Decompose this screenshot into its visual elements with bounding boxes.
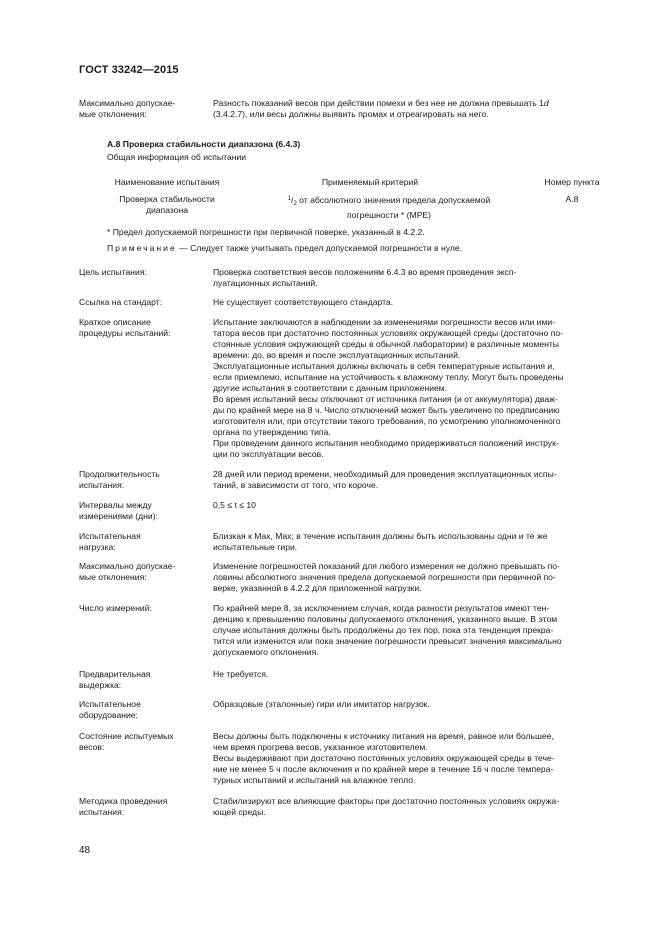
entry-label: Интервалы между измерениями (дни): bbox=[79, 500, 158, 521]
entry-label: Продолжительность испытания: bbox=[79, 469, 160, 490]
entry-label: Предварительная выдержка: bbox=[79, 669, 151, 690]
entry-text: Изменение погрешностей показаний для любого измерения не должно превышать по- ловины абсолютного значения предела допускаемой погрешности при первичной по- верке, указанной в 4.2.2 для приложенной нагрузки. bbox=[213, 561, 560, 593]
entry-text: Стабилизируют все влияющие факторы при достаточно постоянных условиях окружа- ющей среды. bbox=[213, 796, 559, 817]
entry-text: Не существует соответствующего стандарта. bbox=[213, 297, 394, 307]
table-header-name: Наименование испытания bbox=[114, 177, 220, 187]
entry-label: Максимально допускае- мые отклонения: bbox=[79, 561, 176, 582]
criterion-text: от абсолютного значения предела допускаемой погрешности * (MPE) bbox=[299, 195, 491, 220]
entry-text: Проверка соответствия весов положениям 6.4.3 во время проведения эксп- луатационных испытаний. bbox=[213, 267, 517, 288]
top-block-text-pre: Разность показаний весов при действии помехи и без нее не должна превышать 1 bbox=[213, 98, 544, 108]
note-text: — Следует также учитывать предел допускаемой погрешности в нуле. bbox=[176, 243, 463, 253]
top-block-var: d bbox=[543, 98, 549, 108]
entry-text: Образцовые (эталонные) гири или имитатор нагрузок. bbox=[213, 699, 430, 709]
entry-label: Состояние испытуемых весов: bbox=[79, 731, 174, 752]
entry-label: Цель испытания: bbox=[79, 267, 147, 277]
entry-text: 0,5 ≤ t ≤ 10 bbox=[213, 500, 256, 510]
table-cell-criterion: $^1/_2$ от абсолютного значения предела допускаемой погрешности * (MPE) bbox=[287, 195, 491, 220]
entry-label: Испытательная нагрузка: bbox=[79, 531, 141, 552]
entry-label: Испытательное оборудование: bbox=[79, 699, 141, 720]
entry-text: По крайней мере 8, за исключением случая, когда разности результатов имеют тен- денцию к превышению половины допускаемого отклонения, указанного выше. В этом случае испытания должны быть продолжены до тех пор, пока эта тенденция прекра- тится или изменится или пока значение погрешности превысит значения максимально допускаемого отклонения. bbox=[213, 603, 562, 657]
entry-label: Краткое описание процедуры испытаний: bbox=[79, 317, 171, 338]
table-cell-clause: А.8 bbox=[565, 194, 579, 204]
section-subtitle: Общая информация об испытании bbox=[107, 152, 247, 162]
fraction-denominator: 2 bbox=[293, 201, 297, 207]
note bbox=[107, 243, 462, 254]
entry-text: Близкая к Max, Max; в течение испытания должны быть использованы одни и те же испытательные гири. bbox=[213, 531, 548, 552]
top-block-text-post: (3.4.2.7), или весы должны выявить промах и отреагировать на него. bbox=[213, 109, 489, 119]
document-code: ГОСТ 33242—2015 bbox=[79, 64, 179, 76]
table-cell-name: Проверка стабильности диапазона bbox=[119, 194, 215, 215]
entry-label: Число измерений: bbox=[79, 603, 152, 613]
footnote: * Предел допускаемой погрешности при первичной поверке, указанный в 4.2.2. bbox=[107, 227, 425, 237]
entry-label: Ссылка на стандарт: bbox=[79, 297, 163, 307]
entry-text: Не требуется. bbox=[213, 669, 269, 679]
table-header-clause: Номер пункта bbox=[544, 177, 600, 187]
section-title: А.8 Проверка стабильности диапазона (6.4.3) bbox=[107, 139, 301, 149]
entry-text: Испытание заключаются в наблюдении за изменениями погрешности весов или ими- татора весов при достаточно постоянных условиях окружающей среды (достаточно по- стоянные условия окружающей среды в обычной лаборатории) в различные моменты времени: до, во время и после эксплуатационных испытаний. Эксплуатационные испытания должны включать в себя температурные испытания и, если приемлемо, испытание на устойчивость к влажному теплу. Могут быть проведены другие испытания в соответствии с данным приложением. Во время испытаний весы отключают от источника питания (и от аккумулятора) дваж- ды по крайней мере на 8 ч. Число отключений может быть увеличено по предписанию изготовителя или, при отсутствии такого требования, по усмотрению уполномоченного органа по утверждению типа. При проведении данного испытания необходимо придерживаться положений инструк- ции по эксплуатации весов. bbox=[213, 317, 564, 459]
table-header-criterion: Применяемый критерий bbox=[321, 177, 419, 187]
entry-label: Методика проведения испытания: bbox=[79, 796, 168, 817]
top-block-text bbox=[213, 98, 618, 120]
note-label: Примечание bbox=[107, 243, 177, 253]
entry-text: Весы должны быть подключены к источнику питания на время, равное или большее, чем время прогрева весов, указанное изготовителем. Весы выдерживают при достаточно постоянных условиях окружающей среды в тече- ние не менее 5 ч после включения и по крайней мере в течение 16 ч после темпера- турных испытаний и испытаний на влажное тепло. bbox=[213, 731, 555, 785]
fraction-numerator: 1 bbox=[287, 196, 292, 202]
top-block-label: Максимально допускае- мые отклонения: bbox=[79, 98, 176, 119]
page-number: 48 bbox=[79, 845, 91, 856]
entry-text: 28 дней или период времени, необходимый для проведения эксплуатационных испы- таний, в зависимости от того, что короче. bbox=[213, 469, 557, 490]
